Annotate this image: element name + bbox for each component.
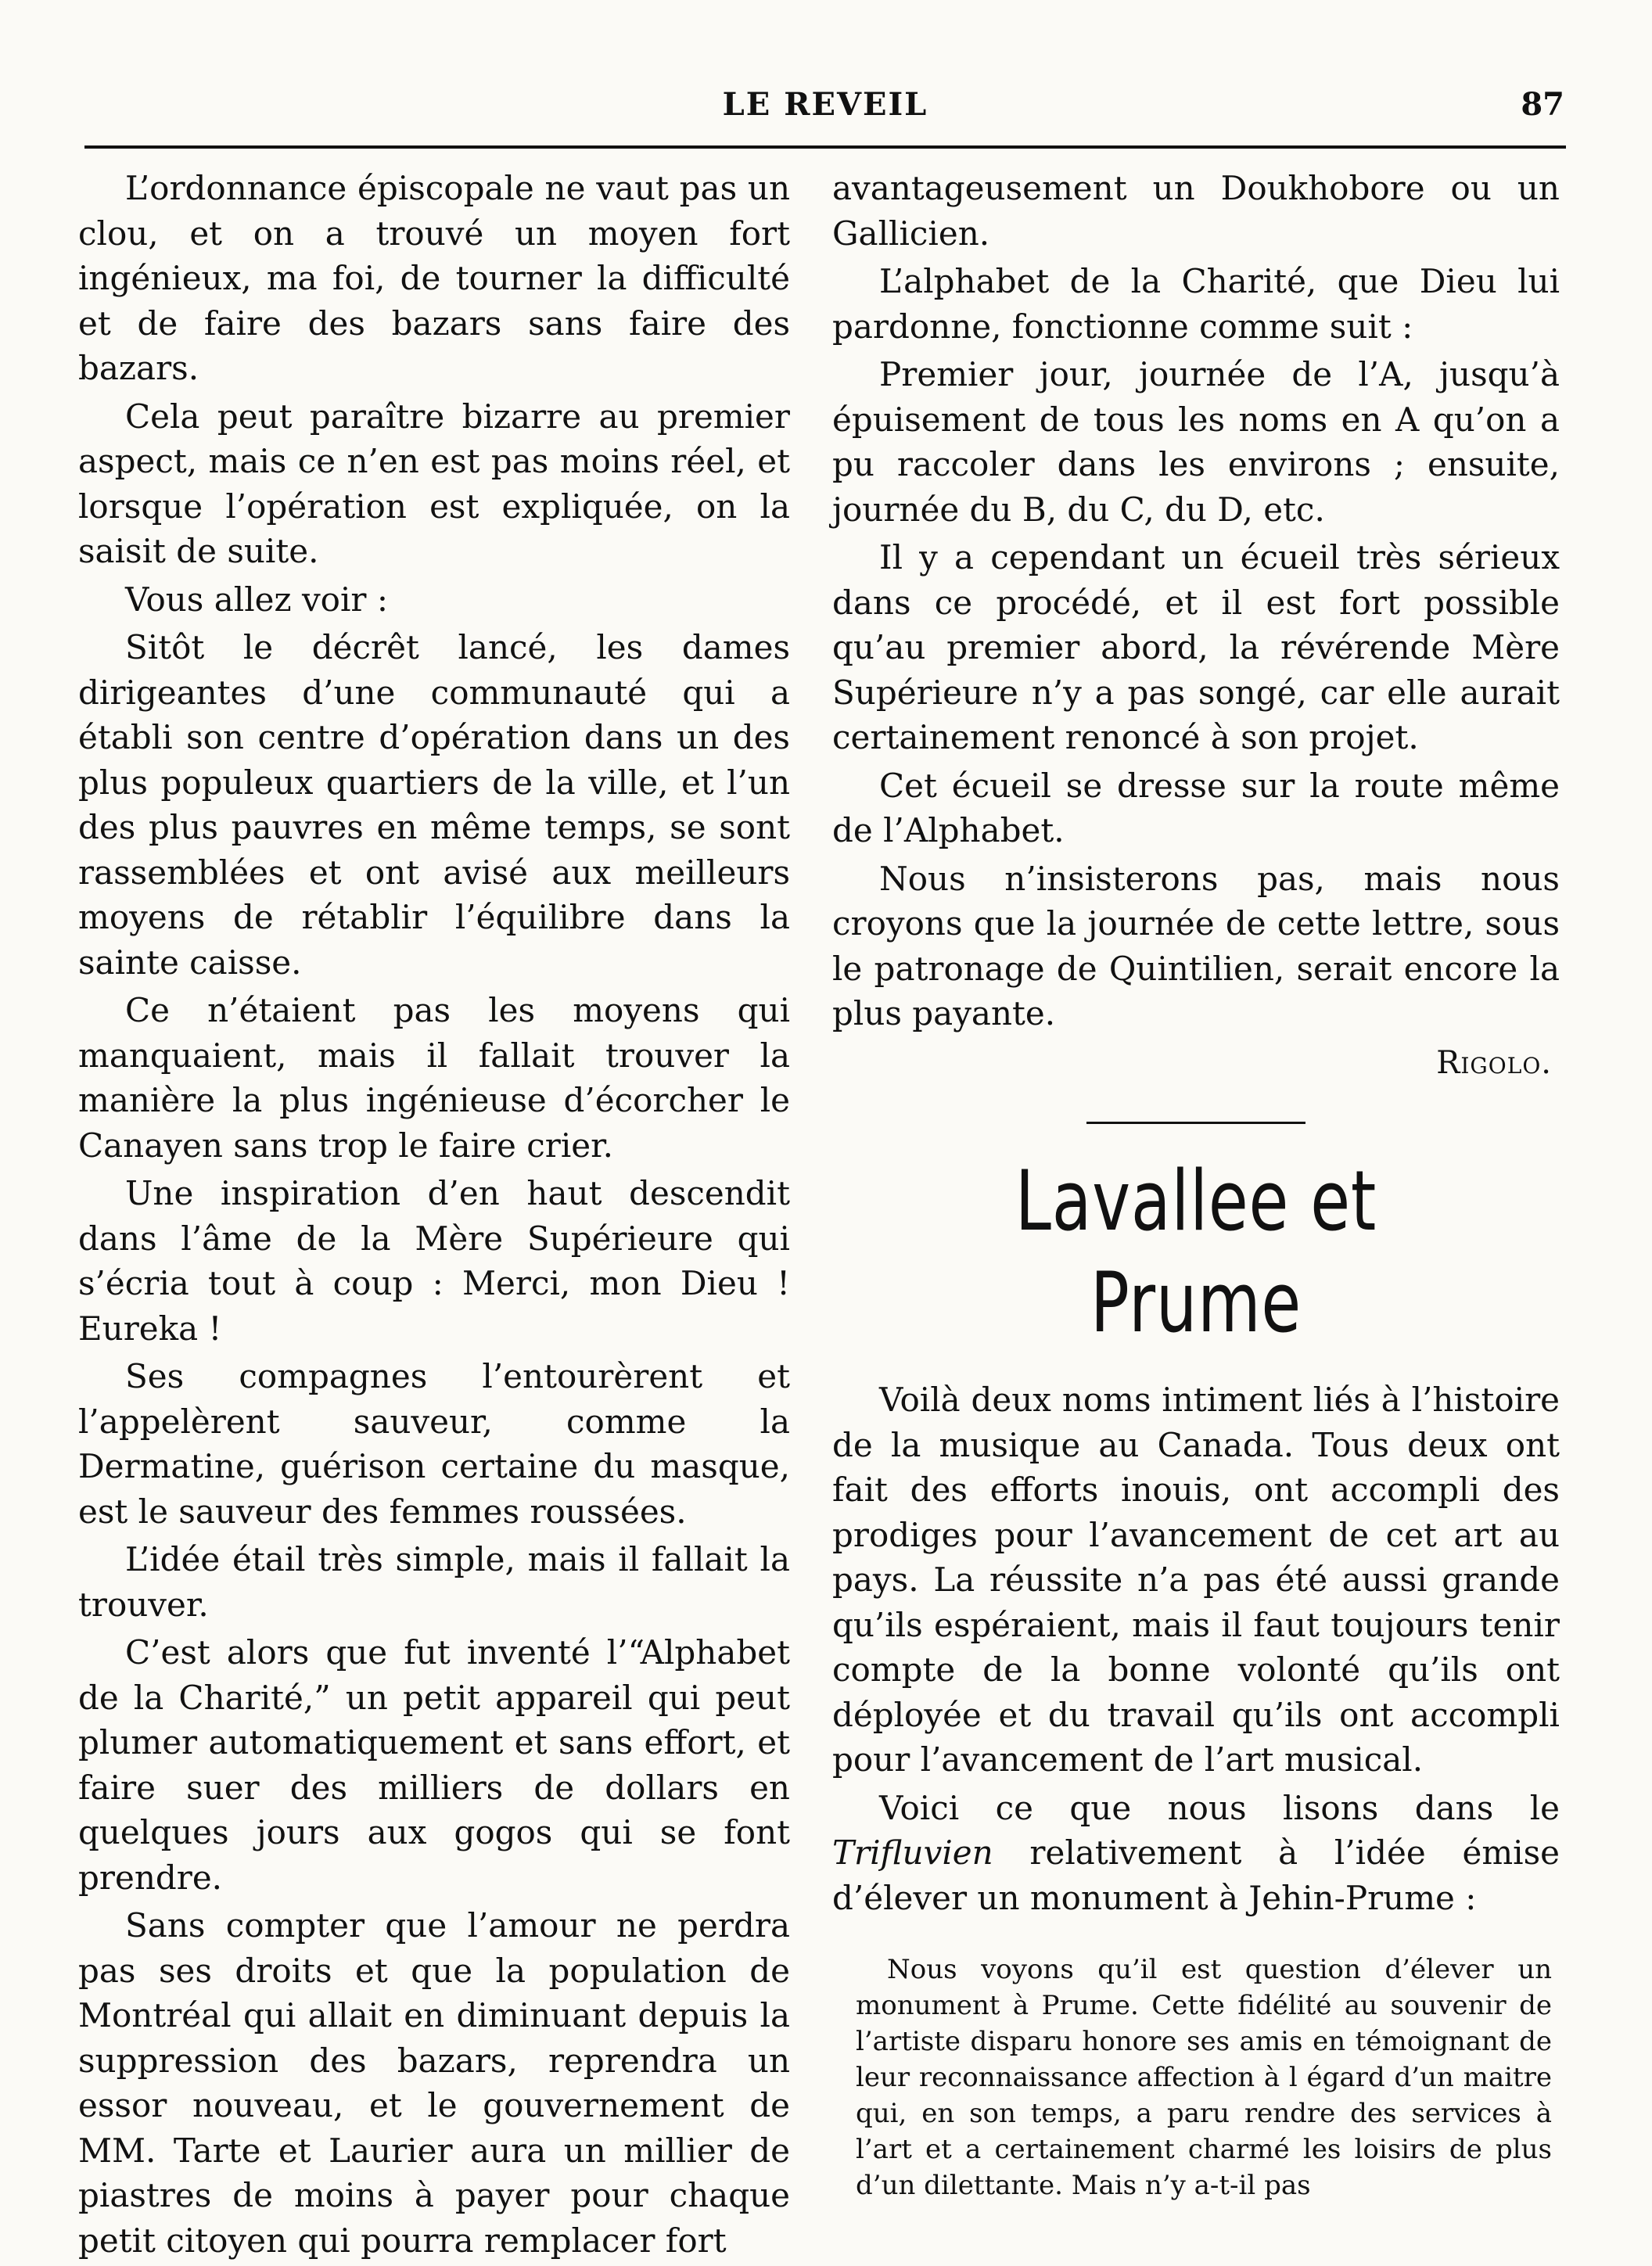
continued-paragraph: avantageusement un Doukhobore ou un Gallicien. [832,169,1560,253]
header-rule [84,145,1566,149]
paragraph: C’est alors que fut inventé l’“Alphabet de la Charité,” un petit appareil qui peut plumer automatiquement et sans effort, et faire suer des milliers de dollars en quelques jours aux gogos qui se font prendre. [78,1633,790,1897]
paragraph: Nous n’insisterons pas, mais nous croyons que la journée de cette lettre, sous le patronage de Quintilien, serait encore la plus payante. [832,859,1560,1032]
running-head [86,86,1564,141]
running-title: LE REVEIL [722,86,928,123]
right-column [832,166,1560,2203]
paragraph: Sans compter que l’amour ne perdra pas ses droits et que la population de Montréal qui allait en diminuant depuis la suppression des bazars, reprendra un essor nouveau, et le gouvernement de MM. Tarte et Laurier aura un millier de piastres de moins à payer pour chaque petit citoyen qui pourra remplacer fort [78,1906,790,2260]
paragraph: Ses compagnes l’entourèrent et l’appelèrent sauveur, comme la Dermatine, guérison certaine du masque, est le sauveur des femmes roussées. [78,1357,790,1531]
quoted-excerpt [856,1952,1552,2203]
intro-text-end: relativement à l’idée émise d’élever un monument à Jehin-Prume : [832,1833,1560,1917]
page-number: 87 [1521,86,1564,123]
intro-text: Voici ce que nous lisons dans le [879,1788,1560,1827]
article-headline: Lavallee et Prume [1015,1153,1377,1351]
paragraph: Cela peut paraître bizarre au premier aspect, mais ce n’en est pas moins réel, et lorsque l’opération est expliquée, on la saisit de suite. [78,397,790,570]
paragraph: Sitôt le décrêt lancé, les dames dirigeantes d’une communauté qui a établi son centre d’opération dans un des plus populeux quartiers de la ville, et l’un des plus pauvres en même temps, se sont rassemblées et ont avisé aux meilleurs moyens de rétablir l’équilibre dans la sainte caisse. [78,628,790,982]
paragraph: Une inspiration d’en haut descendit dans l’âme de la Mère Supérieure qui s’écria tout à coup : Merci, mon Dieu ! Eureka ! [78,1174,790,1348]
intro-paragraph [832,1786,1560,1921]
paragraph: Voilà deux noms intiment liés à l’histoire de la musique au Canada. Tous deux ont fait des efforts inouis, ont accompli des prodiges pour l’avancement de cet art au pays. La réussite n’a pas été aussi grande qu’ils espéraient, mais il faut toujours tenir compte de la bonne volonté qu’ils ont déployée et du travail qu’ils ont accompli pour l’avancement de l’art musical. [832,1381,1560,1779]
left-column [78,166,790,2266]
author-signature: Rigolo. [1436,1044,1552,1081]
paragraph: L’alphabet de la Charité, que Dieu lui pardonne, fonctionne comme suit : [832,262,1560,346]
paragraph: Ce n’étaient pas les moyens qui manquaient, mais il fallait trouver la manière la plus ingénieuse d’écorcher le Canayen sans trop le faire crier. [78,991,790,1165]
newspaper-name: Trifluvien [832,1833,993,1872]
paragraph: L’idée étail très simple, mais il fallait la trouver. [78,1540,790,1624]
paragraph: Vous allez voir : [125,580,388,619]
paragraph: Premier jour, journée de l’A, jusqu’à épuisement de tous les noms en A qu’on a pu raccoler dans les environs ; ensuite, journée du B, du C, du D, etc. [832,355,1560,529]
section-divider [1086,1122,1305,1124]
paragraph: Il y a cependant un écueil très sérieux dans ce procédé, et il est fort possible qu’au premier abord, la révérende Mère Supérieure n’y a pas songé, car elle aurait certainement renoncé à son projet. [832,538,1560,756]
quote-text: Nous voyons qu’il est question d’élever un monument à Prume. Cette fidélité au souvenir de l’artiste disparu honore ses amis en témoignant de leur reconnaissance affection à l égard d’un maitre qui, en son temps, a paru rendre des services à l’art et a certainement charmé les loisirs de plus d’un dilettante. Mais n’y a-t-il pas [856,1954,1552,2201]
paragraph: Cet écueil se dresse sur la route même de l’Alphabet. [832,766,1560,849]
paragraph: L’ordonnance épiscopale ne vaut pas un clou, et on a trouvé un moyen fort ingénieux, ma foi, de tourner la difficulté et de faire des bazars sans faire des bazars. [78,169,790,387]
